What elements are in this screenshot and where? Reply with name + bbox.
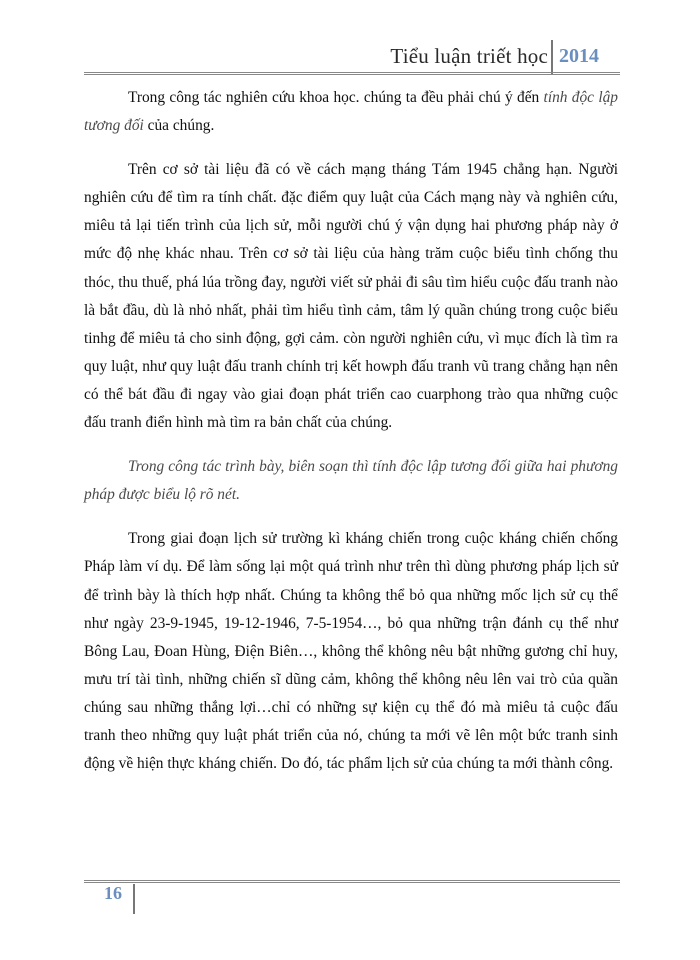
- header-rule: [84, 72, 620, 75]
- footer-rule: [84, 880, 620, 883]
- paragraph-2: Trên cơ sở tài liệu đã có về cách mạng tháng Tám 1945 chẳng hạn. Người nghiên cứu để tìm ra tính chất. đặc điểm quy luật của Cách mạng này và nghiên cứu, miêu tả lại tiến trình của lịch sử, mỗi người chú ý vận dụng hai phương pháp này ở mức độ nhẹ khác nhau. Trên cơ sở tài liệu của hàng trăm cuộc biểu tình chống thu thóc, thu thuế, phá lúa trồng đay, người viết sử phải đi sâu tìm hiểu cuộc đấu tranh nào là bắt đầu, dù là nhỏ nhất, phải tìm hiểu tình cảm, tâm lý quần chúng trong cuộc biểu tinhg để miêu tả cho sinh động, gợi cảm. còn người nghiên cứu, vì mục đích là tìm ra quy luật, như quy luật đấu tranh chính trị kết howph đấu tranh vũ trang chẳng hạn nên có thể bát đầu đi ngay vào giai đoạn phát triển cao cuarphong trào qua những cuộc đấu tranh điển hình mà tìm ra bản chất của chúng.: [84, 161, 618, 432]
- footer-separator: [133, 884, 135, 914]
- header-title: Tiểu luận triết học: [390, 44, 548, 68]
- document-body: [84, 84, 618, 778]
- paragraph-1: [84, 84, 618, 140]
- paragraph-4: Trong giai đoạn lịch sử trường kì kháng chiến trong cuộc kháng chiến chống Pháp làm ví dụ. Để làm sống lại một quá trình như trên thì dùng phương pháp lịch sử để trình bày là thích hợp nhất. Chúng ta không thể bỏ qua những mốc lịch sử cụ thể như ngày 23-9-1945, 19-12-1946, 7-5-1954…, bỏ qua những trận đánh cụ thể như Bông Lau, Đoan Hùng, Điện Biên…, không thể không nêu bật những gương chỉ huy, mưu trí tài tình, những chiến sĩ dũng cảm, không thể không nêu lên vai trò của quần chúng sau những thắng lợi…chỉ có những sự kiện cụ thể đó mà miêu tả cuộc đấu tranh theo những quy luật phát triển của nó, chúng ta mới vẽ lên một bức tranh sinh động về hiện thực kháng chiến. Do đó, tác phẩm lịch sử của chúng ta mới thành công.: [84, 530, 618, 773]
- header-separator: [551, 40, 553, 74]
- paragraph-1-tail: của chúng.: [143, 117, 215, 135]
- header-year: 2014: [559, 45, 599, 67]
- paragraph-3: Trong công tác trình bày, biên soạn thì tính độc lập tương đối giữa hai phương pháp được biểu lộ rõ nét.: [84, 458, 618, 504]
- page-number: 16: [104, 883, 122, 903]
- paragraph-1-lead: Trong công tác nghiên cứu khoa học. chúng ta đều phải chú ý đến: [128, 89, 544, 106]
- paragraph-1-emphasis: tính độc lập tương đối: [84, 89, 618, 135]
